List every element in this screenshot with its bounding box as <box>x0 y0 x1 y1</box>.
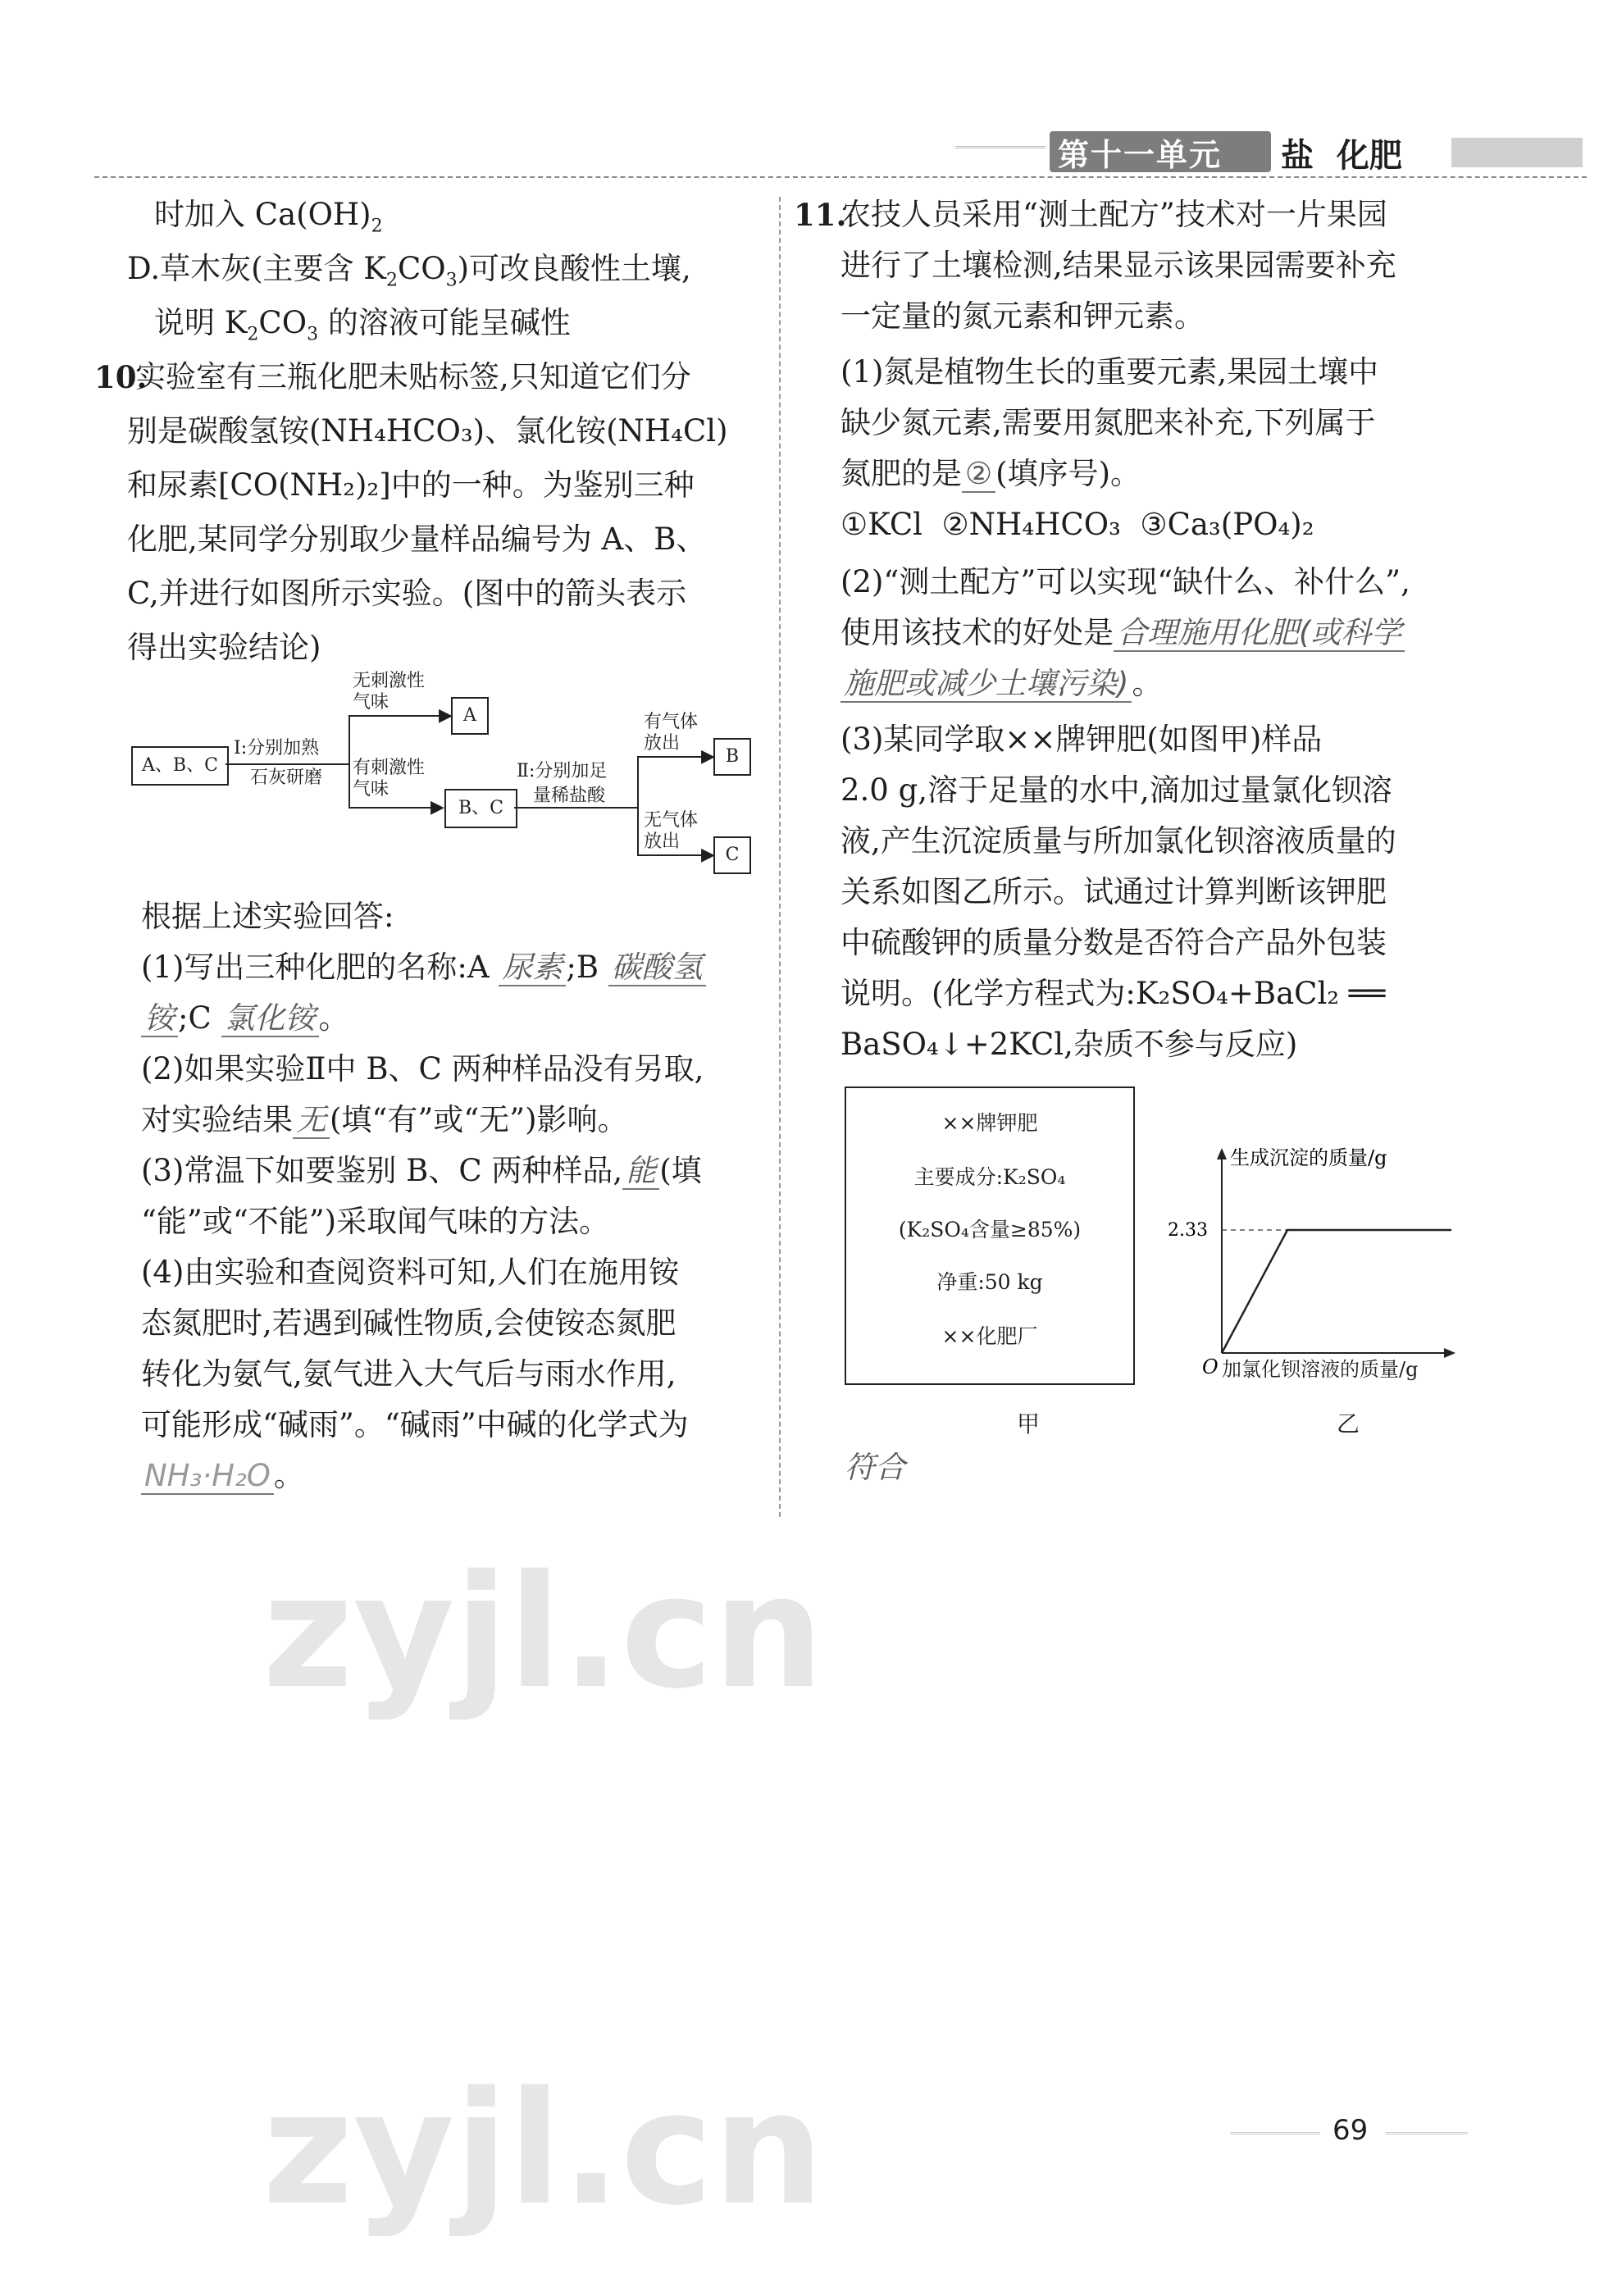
q11-part1-line: 缺少氮元素,需要用氮肥来补充,下列属于 <box>840 405 1376 440</box>
q11-part1 <box>840 348 1378 551</box>
flow-arrow-to-a <box>348 715 447 717</box>
flow-box-a: A <box>451 697 489 735</box>
x-axis-label: 加氯化钡溶液的质量/g <box>1222 1358 1419 1381</box>
flow-mid-label-1: 有刺激性 <box>353 758 426 778</box>
answer-b-part1: 碳酸氢 <box>608 950 706 986</box>
header-title: 盐 化肥 <box>1281 137 1402 175</box>
flow-line-start <box>226 763 348 765</box>
q11-final-answer: 符合 <box>845 1450 905 1485</box>
answer-q10-3: 能 <box>622 1153 659 1190</box>
q11-part1-line: 氮肥的是 ② (填序号)。 <box>840 456 1141 491</box>
q10-part2-line2: 对实验结果 无 (填“有”或“无”)影响。 <box>141 1102 628 1137</box>
footer-decor-left <box>1230 2132 1320 2134</box>
q10-part4-line: 可能形成“碱雨”。“碱雨”中碱的化学式为 <box>141 1407 689 1442</box>
flow-top-label-1: 无刺激性 <box>353 671 426 691</box>
flow-arrowhead: ▶ <box>430 797 444 818</box>
q11-number: 11. <box>794 197 847 233</box>
q11-part3-line: 液,产生沉淀质量与所加氯化钡溶液质量的 <box>840 823 1396 859</box>
flow-top-label-2: 气味 <box>353 692 390 713</box>
header-decor-left <box>955 146 1046 160</box>
q9-option-d: D.草木灰(主要含 $K_2CO_3$)可改良酸性土壤, <box>127 251 691 291</box>
q11-part2-line2: 使用该技术的好处是 合理施用化肥(或科学 <box>840 608 1405 658</box>
q10-stem-line: 别是碳酸氢铵(NH₄HCO₃)、氯化铵(NH₄Cl) <box>127 413 728 449</box>
flow-box-bc: B、C <box>444 789 517 828</box>
answer-a: 尿素 <box>499 950 566 986</box>
q10-stem <box>127 353 728 677</box>
q11-part3-line: BaSO₄↓+2KCl,杂质不参与反应) <box>840 1027 1298 1062</box>
package-brand: ××牌钾肥 <box>941 1111 1038 1135</box>
flow-arrow-to-bc <box>348 807 439 809</box>
answer-b-part2: 铵 <box>141 1000 178 1037</box>
flow-gas-no-2: 放出 <box>644 831 681 852</box>
q11-part3-line: 2.0 g,溶于足量的水中,滴加过量氯化钡溶 <box>840 772 1392 808</box>
answer-c: 氯化铵 <box>221 1000 319 1037</box>
flow-step1-bottom: 石灰研磨 <box>250 768 323 788</box>
header-decor-right <box>1451 138 1583 167</box>
q10-part3-line2: “能”或“不能”)采取闻气味的方法。 <box>141 1204 610 1239</box>
origin-label: O <box>1202 1355 1219 1378</box>
q11-part2-line3: 施肥或减少土壤污染) 。 <box>840 659 1162 708</box>
flow-arrowhead: ▶ <box>701 845 715 865</box>
q10-part4-line: 转化为氨气,氨气进入大气后与雨水作用, <box>141 1356 676 1392</box>
header-unit: 第十一单元 <box>1058 137 1223 173</box>
chart-caption: 乙 <box>1337 1410 1360 1437</box>
answer-q10-2: 无 <box>293 1102 330 1139</box>
flow-branch1-vertical <box>348 715 350 807</box>
q10-stem-line: 化肥,某同学分别取少量样品编号为 A、B、 <box>127 522 707 557</box>
flow-arrow-to-b <box>637 756 709 758</box>
y-axis-label: 生成沉淀的质量/g <box>1230 1146 1387 1169</box>
flow-step2-bottom: 量稀盐酸 <box>533 786 606 806</box>
flow-arrowhead: ▶ <box>701 746 715 767</box>
q11-options: ①KCl ②NH₄HCO₃ ③Ca₃(PO₄)₂ <box>840 507 1314 542</box>
flow-mid-label-2: 气味 <box>353 779 390 800</box>
q10-part1: (1)写出三种化肥的名称:A 尿素 ;B 碳酸氢 <box>141 943 706 992</box>
q11-part3-line: 关系如图乙所示。试通过计算判断该钾肥 <box>840 874 1387 909</box>
y-tick-label: 2.33 <box>1168 1220 1208 1241</box>
package-caption: 甲 <box>1017 1410 1041 1437</box>
flow-box-b: B <box>713 738 751 776</box>
q9-line1: 时加入 $Ca(OH)_2$ <box>154 197 383 237</box>
answer-q11-1: ② <box>962 456 995 493</box>
q11-part1-line: (1)氮是植物生长的重要元素,果园土壤中 <box>840 354 1379 390</box>
flow-gas-yes-1: 有气体 <box>644 712 699 732</box>
answer-q11-2-part1: 合理施用化肥(或科学 <box>1114 615 1405 652</box>
flow-gas-yes-2: 放出 <box>644 733 681 754</box>
flow-gas-no-1: 无气体 <box>644 810 699 831</box>
q10-part3: (3)常温下如要鉴别 B、C 两种样品, 能 (填 <box>141 1153 702 1188</box>
flow-branch2-vertical <box>637 756 639 854</box>
package-content: (K₂SO₄含量≥85%) <box>898 1218 1082 1241</box>
flow-line-step2 <box>514 807 637 809</box>
q10-part1-line2: 铵 ;C 氯化铵 。 <box>141 994 349 1043</box>
q10-part4 <box>141 1248 689 1502</box>
package-weight: 净重:50 kg <box>936 1270 1043 1294</box>
header-rule <box>94 176 1587 178</box>
flow-arrow-to-c <box>637 854 709 856</box>
answer-q10-4: NH₃·H₂O <box>141 1458 274 1495</box>
q10-stem-line: 实验室有三瓶化肥未贴标签,只知道它们分 <box>135 359 691 394</box>
y-axis-arrow <box>1217 1148 1227 1159</box>
q10-stem-line: 和尿素[CO(NH₂)₂]中的一种。为鉴别三种 <box>127 467 695 503</box>
answer-q11-2-part2: 施肥或减少土壤污染) <box>840 666 1132 703</box>
page-number: 69 <box>1332 2114 1369 2147</box>
q10-part4-line: (4)由实验和查阅资料可知,人们在施用铵 <box>141 1255 680 1290</box>
q11-part3 <box>840 715 1396 1071</box>
flow-box-c: C <box>713 836 751 874</box>
q10-lead: 根据上述实验回答: <box>141 899 394 934</box>
x-axis-arrow <box>1444 1348 1456 1358</box>
series-line <box>1222 1230 1451 1353</box>
package-label-figure <box>845 1086 1135 1385</box>
q11-part3-line: 中硫酸钾的质量分数是否符合产品外包装 <box>840 925 1387 960</box>
q10-stem-line: C,并进行如图所示实验。(图中的箭头表示 <box>127 576 687 611</box>
package-factory: ××化肥厂 <box>941 1324 1038 1348</box>
q10-part4-line: 态氮肥时,若遇到碱性物质,会使铵态氮肥 <box>141 1305 676 1341</box>
flow-box-start: A、B、C <box>131 746 229 786</box>
q11-stem-line: 农技人员采用“测土配方”技术对一片果园 <box>840 197 1387 232</box>
flow-step2-top: Ⅱ:分别加足 <box>517 761 608 781</box>
column-divider <box>779 197 781 1517</box>
flow-step1-top: Ⅰ:分别加熟 <box>234 738 320 758</box>
q10-stem-line: 得出实验结论) <box>127 630 321 665</box>
q11-part2: (2)“测土配方”可以实现“缺什么、补什么”, <box>840 564 1410 599</box>
package-ingredient: 主要成分:K₂SO₄ <box>913 1165 1066 1189</box>
q10-part2: (2)如果实验Ⅱ中 B、C 两种样品没有另取, <box>141 1051 704 1086</box>
q11-stem-line: 进行了土壤检测,结果显示该果园需要补充 <box>840 248 1396 283</box>
q10-number: 10. <box>94 359 148 395</box>
q9-option-d-line2: 说明 $K_2CO_3$ 的溶液可能呈碱性 <box>154 305 571 345</box>
q11-part3-line: (3)某同学取××牌钾肥(如图甲)样品 <box>840 722 1323 757</box>
watermark: zyjl.cn <box>262 2058 824 2239</box>
q11-stem <box>840 190 1396 343</box>
flow-arrowhead: ▶ <box>439 705 453 726</box>
q10-part4-answer-line: NH₃·H₂O 。 <box>141 1451 689 1502</box>
q11-stem-line: 一定量的氮元素和钾元素。 <box>840 298 1205 334</box>
q11-part3-line: 说明。(化学方程式为:K₂SO₄+BaCl₂ ══ <box>840 976 1386 1011</box>
footer-decor-right <box>1386 2132 1468 2134</box>
watermark: zyjl.cn <box>262 1542 824 1723</box>
